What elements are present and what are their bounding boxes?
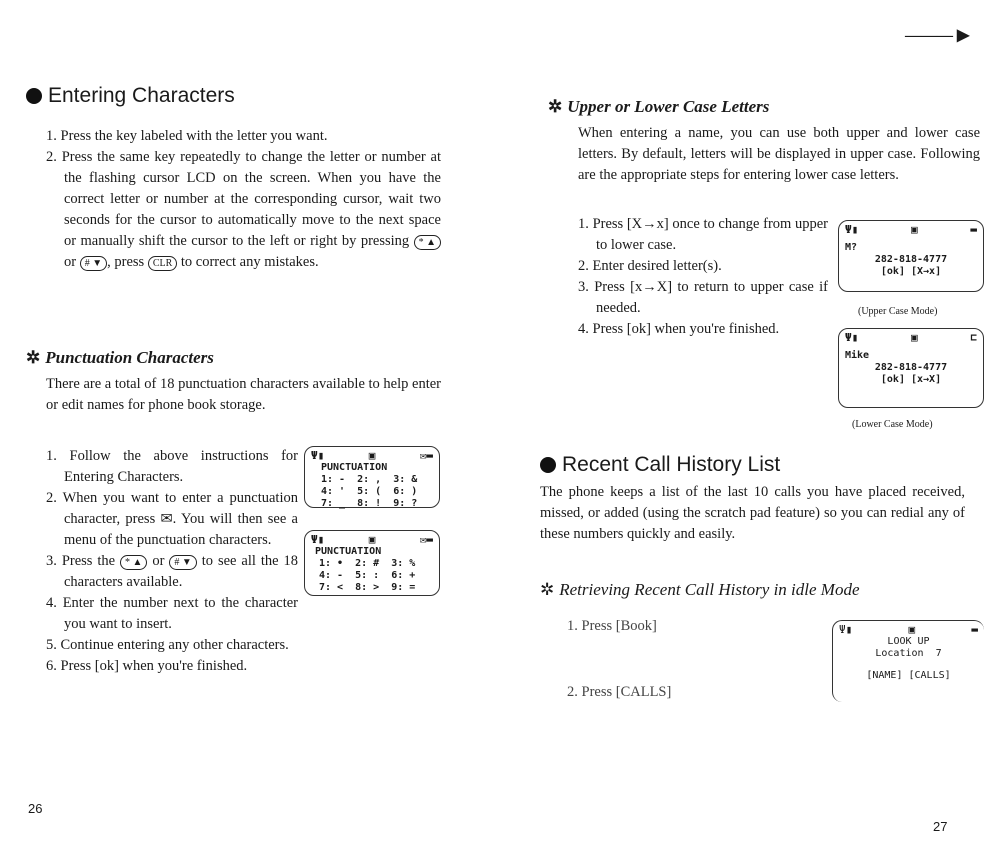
entering-steps (46, 126, 441, 273)
heading-recent-calls: Recent Call History List (540, 453, 780, 477)
status-icons: Ψ▮ ▣ ▬ (839, 623, 978, 636)
list-item: 1. Follow the above instructions for Entering Characters. (46, 448, 298, 485)
caption-lower: (Lower Case Mode) (852, 419, 933, 430)
case-paragraph: When entering a name, you can use both upper and lower case letters. By default, letters will be displayed in upper case. Following are the appropriate steps for entering lower case letters. (578, 125, 980, 183)
left-key-icon: * ▲ (120, 555, 147, 570)
status-icons: Ψ▮ ▣ ▬ (845, 223, 977, 236)
case-steps (578, 214, 828, 340)
retrieve-step-2: 2. Press [CALLS] (567, 684, 672, 700)
lcd-lower-case: Ψ▮ ▣ ⊏ Mike 282-818-4777 [ok] [x→X] (838, 328, 984, 408)
right-key-icon: # ▼ (169, 555, 196, 570)
heading-retrieve: ✲ Retrieving Recent Call History in idle Mode (540, 580, 860, 599)
bullet-icon (26, 88, 42, 104)
right-key-icon: # ▼ (80, 256, 107, 271)
status-icons: Ψ▮ ▣ ⊏ (845, 331, 977, 344)
star-icon: ✲ (540, 580, 555, 599)
list-item: 2. Press the same key repeatedly to change the letter or number at the flashing cursor LCD on the screen. When you have the correct letter or number at the corresponding cursor, wait two seconds for the cursor to automatically move to the next space or manually shift the cursor to the left or right by pressing * ▲ or # ▼ , press CLR to correct any mistakes. (46, 149, 442, 270)
list-item: 3. Press the * ▲ or # ▼ to see all the 18 characters available. (46, 553, 298, 590)
recent-paragraph: The phone keeps a list of the last 10 calls you have placed received, missed, or added (using the scratch pad feature) so you can redial any of these numbers quickly and easily. (540, 484, 965, 542)
lcd-punctuation-2: Ψ▮ ▣ ✉▬ PUNCTUATION 1: • 2: # 3: % 4: - 5: : 6: + 7: < 8: > 9: = (304, 530, 440, 596)
message-key-icon: ✉ (160, 511, 173, 527)
list-item: 1. Press the key labeled with the letter you want. (46, 128, 328, 144)
list-item: 6. Press [ok] when you're finished. (46, 658, 248, 674)
list-item: 4. Enter the number next to the character you want to insert. (46, 595, 299, 632)
list-item: 3. Press [x→X] to return to upper case if needed. (578, 279, 828, 316)
page-number-right: 27 (933, 819, 948, 834)
list-item: 4. Press [ok] when you're finished. (578, 321, 780, 337)
lcd-upper-case: Ψ▮ ▣ ▬ M? 282-818-4777 [ok] [X→x] (838, 220, 984, 292)
list-item: 2. When you want to enter a punctuation character, press ✉. You will then see a menu of the punctuation characters. (46, 490, 298, 548)
lcd-lookup: Ψ▮ ▣ ▬ LOOK UP Location 7 [NAME] [CALLS] (832, 620, 984, 702)
retrieve-step-1: 1. Press [Book] (567, 618, 657, 634)
status-icons: Ψ▮ ▣ ✉▬ (311, 449, 433, 462)
star-icon: ✲ (26, 348, 41, 367)
lcd-punctuation-1: Ψ▮ ▣ ✉▬ PUNCTUATION 1: - 2: , 3: & 4: ' 5: ( 6: ) 7: _ 8: ! 9: ? (304, 446, 440, 508)
caption-upper: (Upper Case Mode) (858, 306, 938, 317)
heading-punctuation: ✲ Punctuation Characters (26, 348, 214, 367)
page-number-left: 26 (28, 801, 43, 816)
punctuation-steps (46, 446, 298, 677)
clr-key-icon: CLR (148, 256, 177, 271)
list-item: 5. Continue entering any other characters. (46, 637, 289, 653)
list-item: 2. Enter desired letter(s). (578, 258, 722, 274)
status-icons: Ψ▮ ▣ ✉▬ (311, 533, 433, 546)
star-icon: ✲ (548, 97, 563, 116)
heading-text: Entering Characters (48, 84, 235, 107)
left-key-icon: * ▲ (414, 235, 441, 250)
bullet-icon (540, 457, 556, 473)
punctuation-paragraph: There are a total of 18 punctuation characters available to help enter or edit names for phone book storage. (46, 376, 441, 413)
heading-entering-characters (26, 84, 235, 108)
heading-case-letters: ✲ Upper or Lower Case Letters (548, 97, 770, 116)
header-mark: ——— ▶ (905, 27, 970, 44)
list-item: 1. Press [X→x] once to change from upper to lower case. (578, 216, 829, 253)
